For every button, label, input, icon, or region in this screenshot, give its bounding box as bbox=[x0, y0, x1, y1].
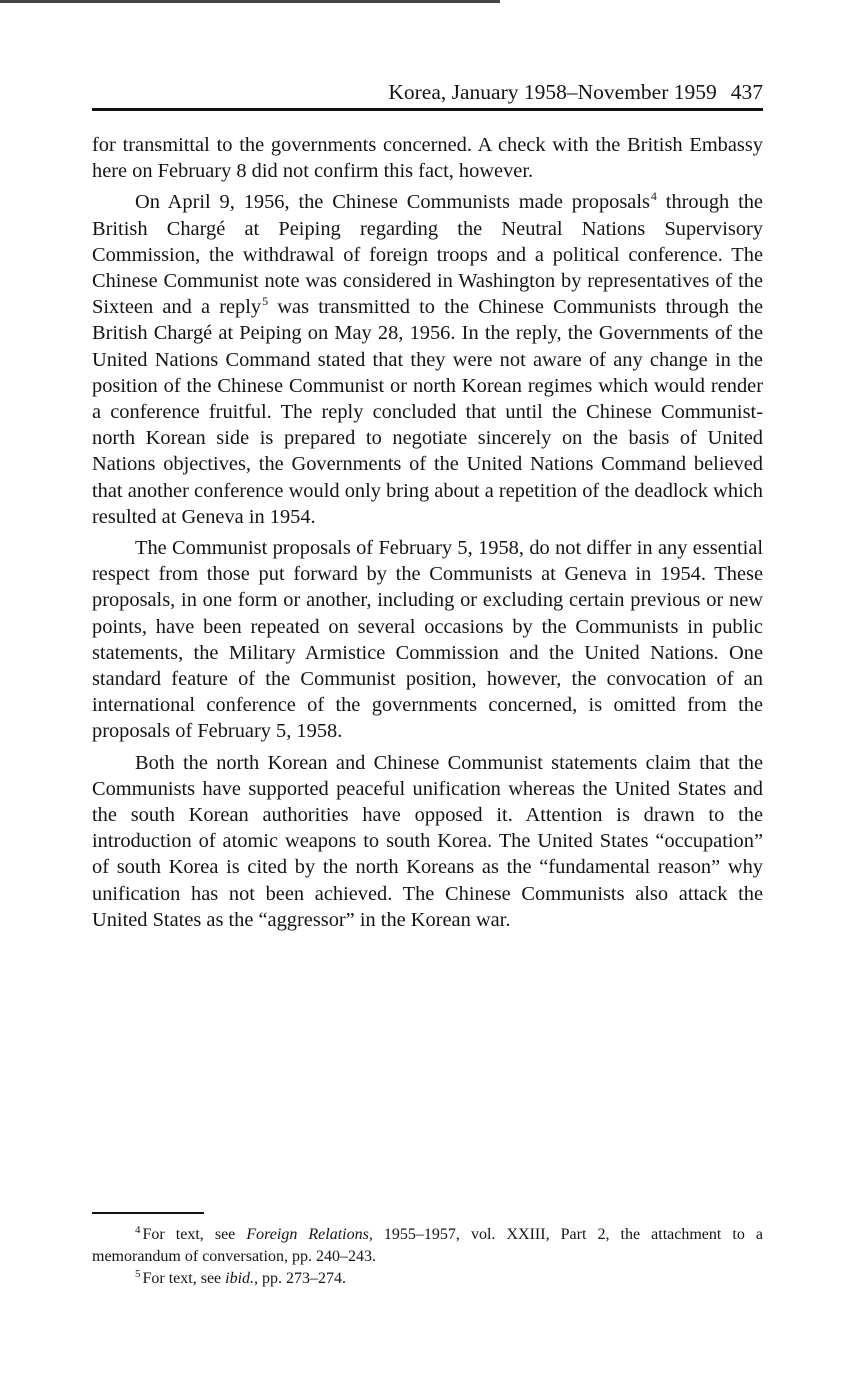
footnote-ref-4[interactable]: 4 bbox=[650, 189, 657, 204]
paragraph-2-part-c: was transmitted to the Chinese Communists through the British Chargé at Peiping on May 28, 1956. In the reply, the Governments of the United Nations Command stated that they were not aware of any change in the position of the Chinese Communist or north Korean regimes which would render a conference fruitful. The reply concluded that until the Chinese Communist-north Korean side is prepared to negotiate sincerely on the basis of United Nations objectives, the Governments of the United Nations Command believed that another conference would only bring about a repetition of the deadlock which resulted at Geneva in 1954. bbox=[92, 296, 763, 528]
footnote-4-title: Foreign Relations, bbox=[246, 1226, 373, 1243]
footnote-4 bbox=[92, 1224, 763, 1268]
footnote-rule bbox=[92, 1212, 204, 1214]
paragraph-3: The Communist proposals of February 5, 1958, do not differ in any essential respect from those put forward by the Communists at Geneva in 1954. These proposals, in one form or another, including or excluding certain previous or new points, have been repeated on several occasions by the Communists in public statements, the Military Armistice Commission and the United Nations. One standard feature of the Communist position, however, the convocation of an international conference of the governments concerned, is omitted from the proposals of February 5, 1958. bbox=[92, 537, 763, 743]
paragraph-2-part-a: On April 9, 1956, the Chinese Communists made proposals bbox=[135, 191, 650, 214]
footnote-5-title: ibid., bbox=[225, 1270, 259, 1287]
header-rule bbox=[92, 108, 763, 111]
paragraph-1: for transmittal to the governments concerned. A check with the British Embassy here on February 8 did not confirm this fact, however. bbox=[92, 134, 763, 183]
footnote-ref-5[interactable]: 5 bbox=[262, 294, 269, 309]
footnote-4-lead: For text, see bbox=[142, 1226, 247, 1243]
paragraph-4: Both the north Korean and Chinese Communist statements claim that the Communists have supported peaceful unification whereas the United States and the south Korean authorities have opposed it. Attention is drawn to the introduction of atomic weapons to south Korea. The United States “occupation” of south Korea is cited by the north Koreans as the “fundamental reason” why unification has not been achieved. The Chinese Communists also attack the United States as the “aggressor” in the Korean war. bbox=[92, 751, 763, 931]
scan-edge-mark bbox=[0, 0, 500, 3]
footnote-5-lead: For text, see bbox=[142, 1270, 226, 1287]
footnotes bbox=[92, 1224, 763, 1290]
body-text bbox=[92, 132, 763, 938]
footnote-4-rest: 1955–1957, vol. XXIII, Part 2, the attachment to a memorandum of conversation, pp. 240–243. bbox=[92, 1226, 764, 1265]
running-title: Korea, January 1958–November 1959 bbox=[388, 80, 717, 104]
running-head bbox=[92, 78, 763, 106]
footnote-4-marker: 4 bbox=[135, 1224, 141, 1236]
page-number: 437 bbox=[730, 80, 763, 104]
paragraph-2 bbox=[92, 189, 763, 530]
footnote-5-marker: 5 bbox=[135, 1268, 141, 1280]
footnote-5-rest: pp. 273–274. bbox=[258, 1270, 347, 1287]
footnote-5 bbox=[92, 1268, 763, 1290]
paragraph-2-part-b: through the British Chargé at Peiping regarding the Neutral Nations Supervisory Commission, the withdrawal of foreign troops and a political conference. The Chinese Communist note was considered in Washington by representatives of the Sixteen and a reply bbox=[92, 191, 763, 319]
